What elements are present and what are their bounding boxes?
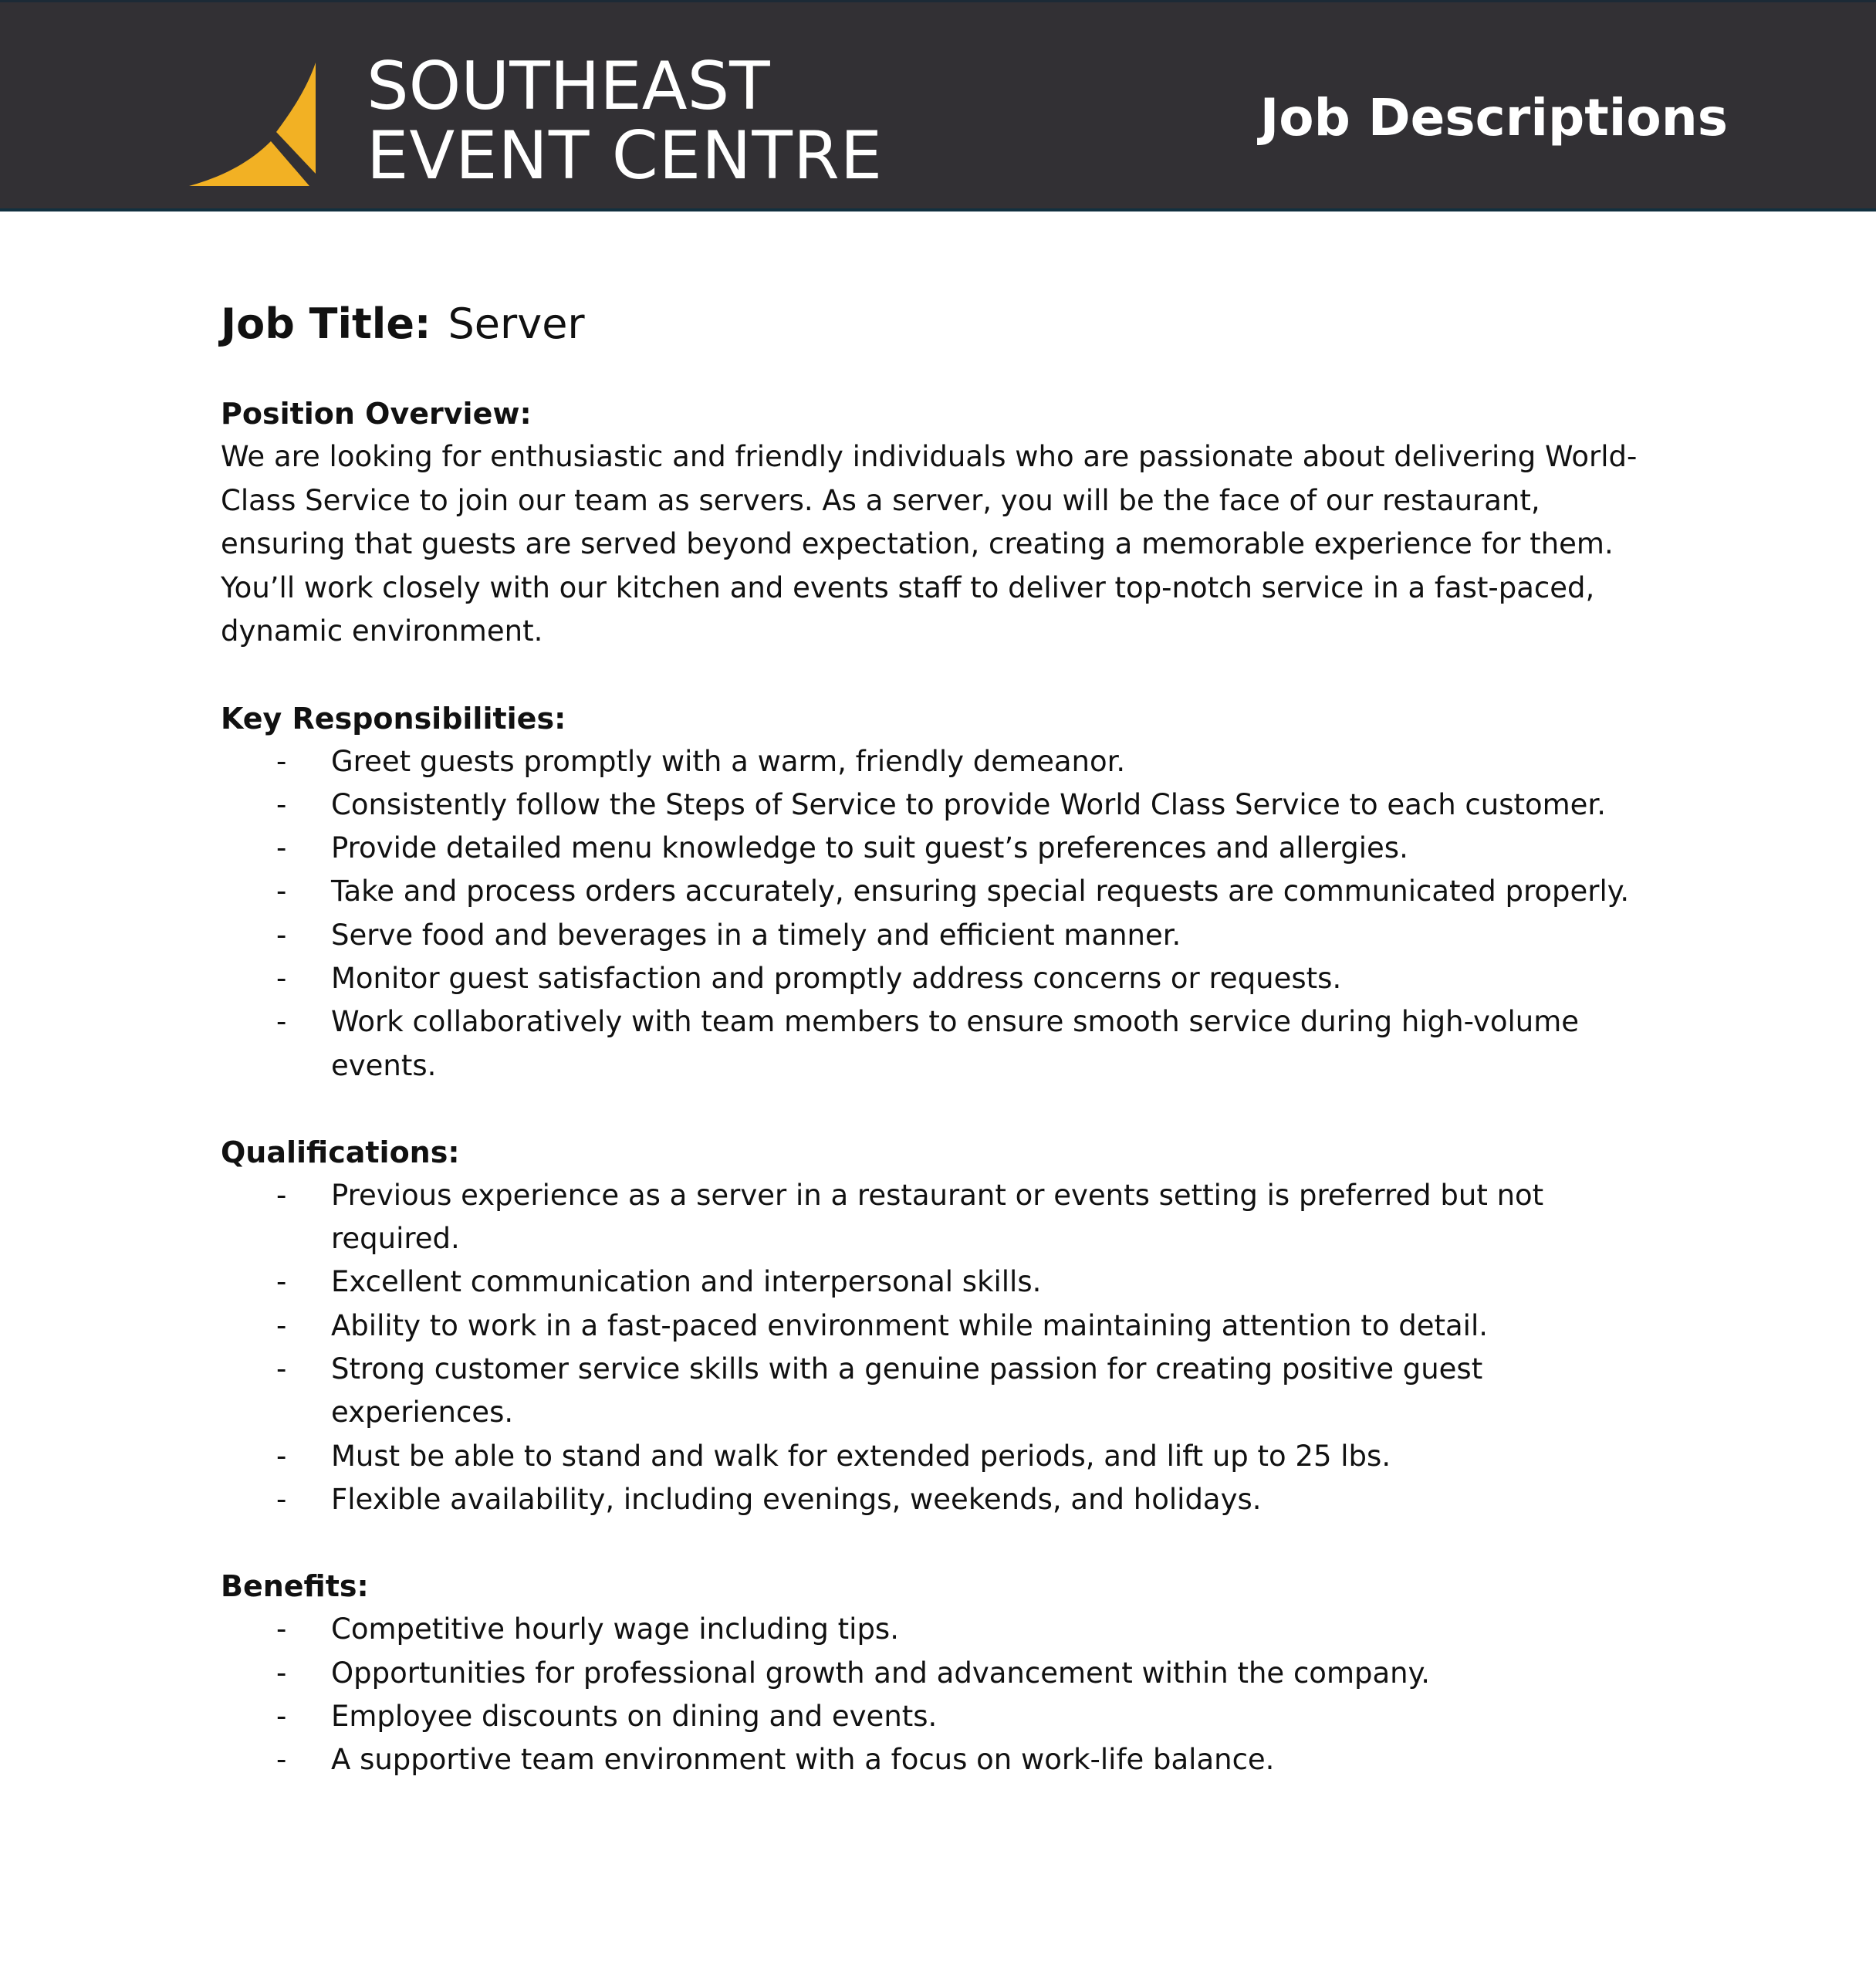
list-item xyxy=(221,914,1674,957)
qualifications-section xyxy=(221,1131,1671,1521)
job-title-value: Server xyxy=(448,299,585,348)
logo-line-1: SOUTHEAST xyxy=(367,48,770,125)
list-item-text: Competitive hourly wage including tips. xyxy=(331,1612,899,1646)
list-item xyxy=(221,1738,1674,1781)
job-description-content xyxy=(221,293,1671,1825)
dash-bullet-icon: - xyxy=(276,1178,287,1212)
list-item xyxy=(221,827,1674,870)
logo-wordmark xyxy=(367,48,884,195)
dash-bullet-icon: - xyxy=(276,961,287,995)
list-item-text: Ability to work in a fast-paced environment while maintaining attention to detail. xyxy=(331,1308,1489,1342)
dash-bullet-icon: - xyxy=(276,875,287,908)
benefits-heading: Benefits: xyxy=(221,1569,369,1604)
dash-bullet-icon: - xyxy=(276,1699,287,1733)
dash-bullet-icon: - xyxy=(276,787,287,821)
qualifications-list xyxy=(221,1174,1671,1521)
benefits-list xyxy=(221,1608,1671,1781)
qualifications-heading: Qualifications: xyxy=(221,1135,460,1169)
responsibilities-list xyxy=(221,740,1671,1088)
dash-bullet-icon: - xyxy=(276,1482,287,1516)
list-item xyxy=(221,1652,1674,1695)
dash-bullet-icon: - xyxy=(276,744,287,778)
position-overview-section xyxy=(221,392,1671,654)
list-item xyxy=(221,1174,1674,1261)
list-item-text: Consistently follow the Steps of Service to provide World Class Service to each customer. xyxy=(331,787,1607,821)
dash-bullet-icon: - xyxy=(276,918,287,952)
list-item xyxy=(221,1608,1674,1651)
logo-line-2: EVENT CENTRE xyxy=(367,117,884,195)
list-item xyxy=(221,870,1674,913)
position-overview-text: We are looking for enthusiastic and friendly individuals who are passionate about delivering World-Class Service to join our team as servers. As a server, you will be the face of our restaurant, ensuring that guests are served beyond expectation, creating a memorable experience for them. You’ll work closely with our kitchen and events staff to deliver top-notch service in a fast-paced, dynamic environment. xyxy=(221,440,1638,648)
dash-bullet-icon: - xyxy=(276,1743,287,1777)
list-item xyxy=(221,740,1674,783)
list-item-text: Strong customer service skills with a genuine passion for creating positive guest experiences. xyxy=(331,1352,1483,1430)
list-item-text: Provide detailed menu knowledge to suit guest’s preferences and allergies. xyxy=(331,831,1408,865)
dash-bullet-icon: - xyxy=(276,1308,287,1342)
logo-mark-icon xyxy=(188,61,320,186)
dash-bullet-icon: - xyxy=(276,831,287,865)
list-item-text: Excellent communication and interpersonal skills. xyxy=(331,1265,1042,1299)
list-item-text: Must be able to stand and walk for extended periods, and lift up to 25 lbs. xyxy=(331,1439,1391,1473)
dash-bullet-icon: - xyxy=(276,1612,287,1646)
list-item xyxy=(221,957,1674,1000)
list-item-text: A supportive team environment with a focus on work-life balance. xyxy=(331,1743,1275,1777)
list-item xyxy=(221,1695,1674,1738)
position-overview-heading: Position Overview: xyxy=(221,397,532,431)
list-item xyxy=(221,1435,1674,1478)
list-item xyxy=(221,1348,1674,1435)
benefits-section xyxy=(221,1565,1671,1781)
list-item-text: Employee discounts on dining and events. xyxy=(331,1699,938,1733)
list-item xyxy=(221,1000,1674,1088)
list-item-text: Work collaboratively with team members to ensure smooth service during high-volume events. xyxy=(331,1005,1580,1082)
page-header xyxy=(0,0,1876,211)
list-item xyxy=(221,1260,1674,1304)
list-item xyxy=(221,783,1674,827)
header-title: Job Descriptions xyxy=(1259,88,1728,147)
job-title-row xyxy=(221,293,1671,355)
dash-bullet-icon: - xyxy=(276,1352,287,1386)
responsibilities-heading: Key Responsibilities: xyxy=(221,701,566,736)
dash-bullet-icon: - xyxy=(276,1005,287,1039)
dash-bullet-icon: - xyxy=(276,1265,287,1299)
list-item xyxy=(221,1304,1674,1348)
list-item-text: Opportunities for professional growth and advancement within the company. xyxy=(331,1656,1430,1690)
job-title-label: Job Title: xyxy=(221,299,431,348)
list-item-text: Serve food and beverages in a timely and efficient manner. xyxy=(331,918,1181,952)
list-item-text: Previous experience as a server in a restaurant or events setting is preferred but not required. xyxy=(331,1178,1544,1256)
dash-bullet-icon: - xyxy=(276,1656,287,1690)
list-item-text: Greet guests promptly with a warm, friendly demeanor. xyxy=(331,744,1126,778)
list-item-text: Flexible availability, including evenings, weekends, and holidays. xyxy=(331,1482,1262,1516)
dash-bullet-icon: - xyxy=(276,1439,287,1473)
list-item-text: Take and process orders accurately, ensuring special requests are communicated properly. xyxy=(331,875,1630,908)
responsibilities-section xyxy=(221,697,1671,1088)
list-item-text: Monitor guest satisfaction and promptly address concerns or requests. xyxy=(331,961,1342,995)
list-item xyxy=(221,1478,1674,1521)
